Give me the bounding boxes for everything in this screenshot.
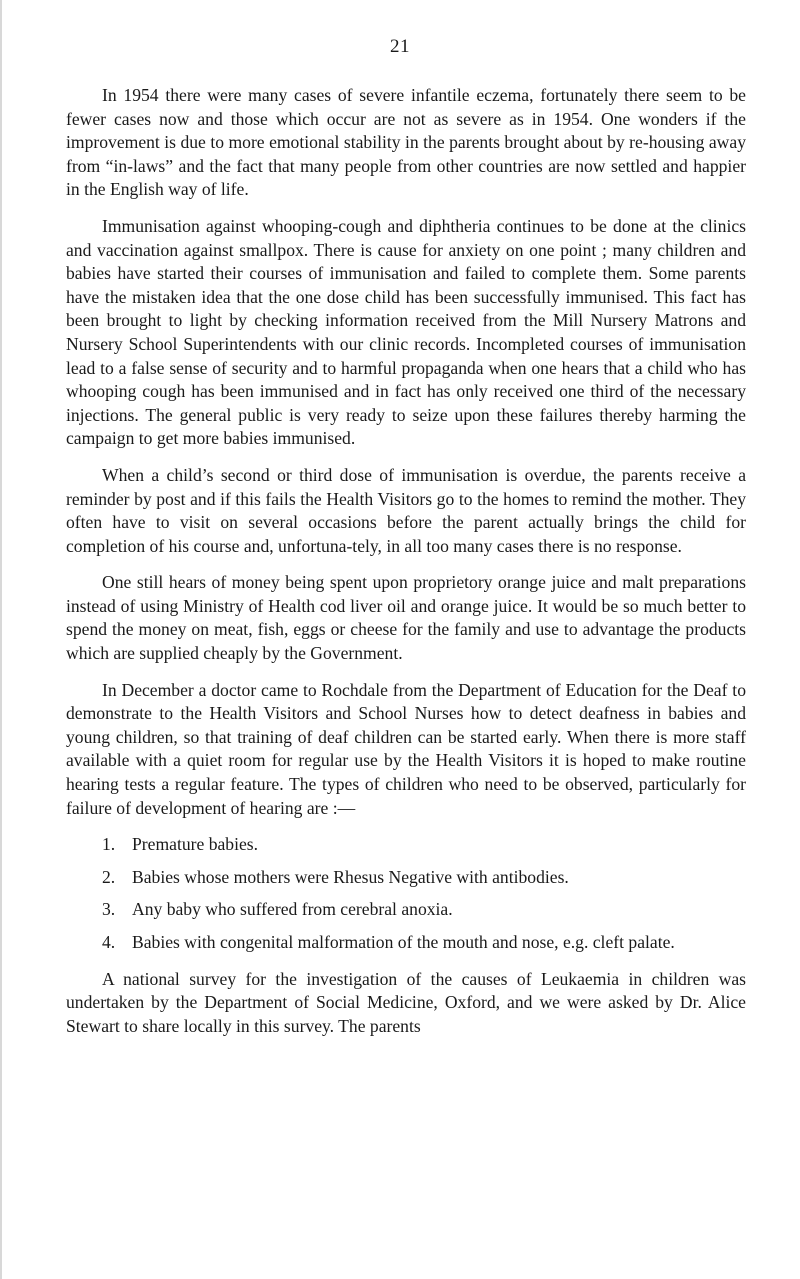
- list-item-number: 3.: [102, 899, 116, 920]
- paragraph-immunisation: Immunisation against whooping-cough and diphtheria continues to be done at the clinics and vaccination against smallpox. There is cause for anxiety on one point ; many children and babies have started their courses of immunisation and failed to complete them. Some parents have the mistaken idea that the one dose child has been successfully immunised. This fact has been brought to light by checking information received from the Mill Nursery Matrons and Nursery School Superintendents with our clinic records. Incompleted courses of immunisation lead to a false sense of security and to harmful propaganda when one hears that a child who has whooping cough has been immunised and in fact has only received one third of the necessary injections. The general public is very ready to seize upon these failures thereby harming the campaign to get more babies immunised.: [66, 215, 746, 449]
- list-item-text: Premature babies.: [132, 834, 259, 855]
- list-item-number: 4.: [102, 932, 116, 952]
- list-item-number: 2.: [102, 866, 116, 887]
- page-edge: [0, 0, 2, 1279]
- list-item: [66, 898, 746, 922]
- list-item-text: Any baby who suffered from cerebral anoxia.: [132, 899, 453, 920]
- list-item-text: Babies whose mothers were Rhesus Negative with antibodies.: [132, 866, 569, 887]
- page-number: 21: [390, 36, 410, 57]
- paragraph-eczema: In 1954 there were many cases of severe infantile eczema, fortunately there seem to be fewer cases now and those which occur are not as severe as in 1954. One wonders if the improvement is due to more emotional stability in the parents brought about by re-housing away from “in-laws” and the fact that many people from other countries are now settled and happier in the English way of life.: [66, 85, 746, 200]
- paragraph-orange-juice: One still hears of money being spent upon proprietory orange juice and malt preparations instead of using Ministry of Health cod liver oil and orange juice. It would be so much better to spend the money on meat, fish, eggs or cheese for the family and use to advantage the products which are supplied cheaply by the Government.: [66, 572, 746, 664]
- list-item: [66, 866, 746, 890]
- list-item-text: Babies with congenital malformation of the mouth and nose, e.g. cleft palate.: [132, 932, 675, 952]
- list-item-number: 1.: [102, 834, 116, 855]
- document-body: [66, 84, 746, 1051]
- hearing-risk-list: [66, 833, 746, 954]
- list-item: [66, 833, 746, 857]
- paragraph-deafness: In December a doctor came to Rochdale from the Department of Education for the Deaf to demonstrate to the Health Visitors and School Nurses how to detect deafness in babies and young children, so that training of deaf children can be started early. When there is more staff available with a quiet room for regular use by the Health Visitors it is hoped to make routine hearing tests a regular feature. The types of children who need to be observed, particularly for failure of development of hearing are :—: [66, 679, 746, 818]
- list-item: [66, 931, 746, 955]
- paragraph-leukaemia-survey: A national survey for the investigation of the causes of Leukaemia in children was undertaken by the Department of Social Medicine, Oxford, and we were asked by Dr. Alice Stewart to share locally in this survey. The parents: [66, 968, 746, 1036]
- paragraph-reminders: When a child’s second or third dose of immunisation is overdue, the parents receive a reminder by post and if this fails the Health Visitors go to the homes to remind the mother. They often have to visit on several occasions before the parent actually brings the child for completion of his course and, unfortuna-tely, in all too many cases there is no response.: [66, 464, 746, 556]
